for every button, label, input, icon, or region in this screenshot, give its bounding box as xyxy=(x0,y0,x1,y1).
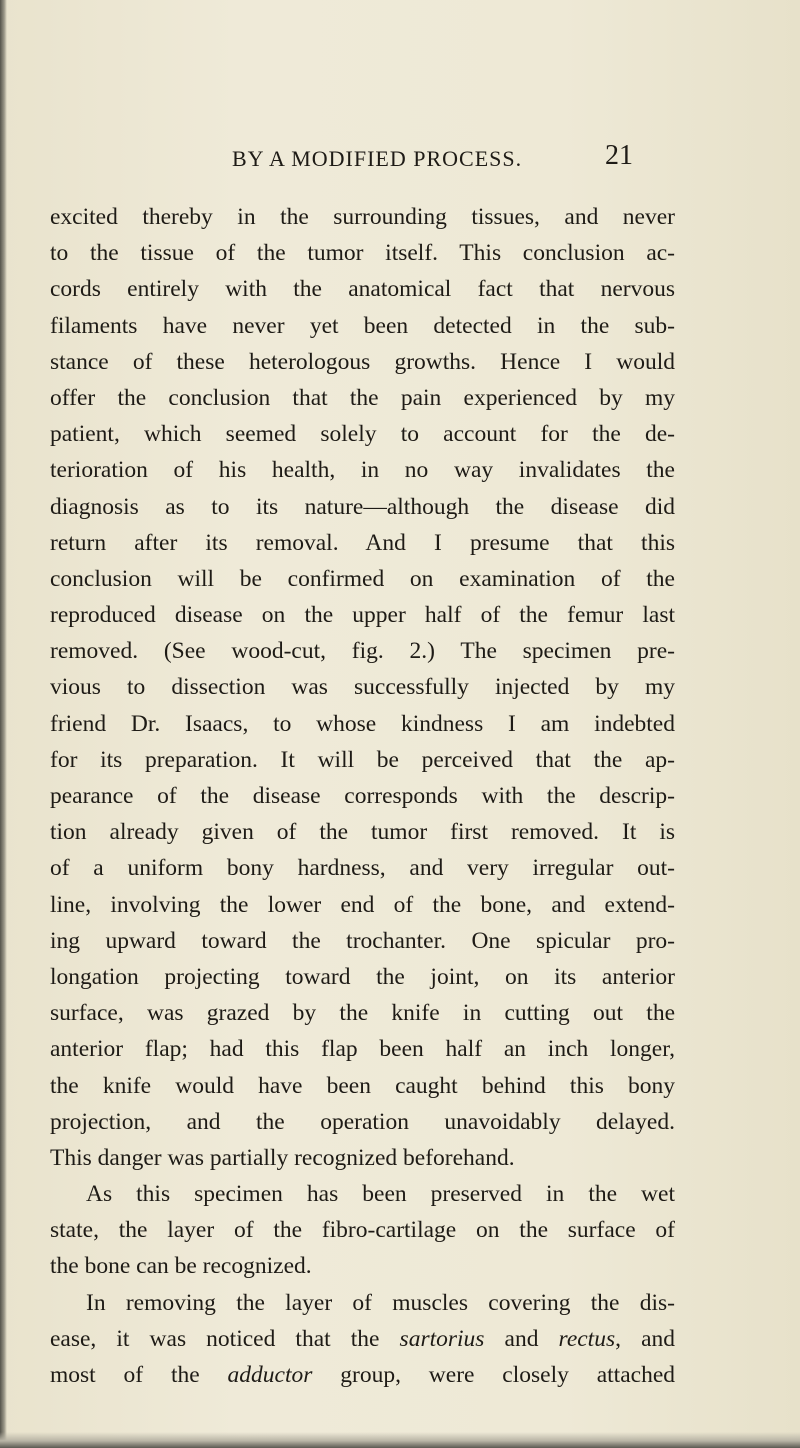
text-line: filaments have never yet been detected in the sub- xyxy=(50,312,675,339)
italic-term: rectus xyxy=(558,1325,616,1352)
running-head-title: BY A MODIFIED PROCESS. xyxy=(232,146,523,171)
text-line: excited thereby in the surrounding tissues, and never xyxy=(50,204,675,230)
text-line: This danger was partially recognized beforehand. xyxy=(50,1144,515,1171)
text-line: projection, and the operation unavoidably delayed. xyxy=(50,1108,675,1135)
text-line: As this specimen has been preserved in the wet xyxy=(86,1181,675,1208)
text-line: state, the layer of the fibro-cartilage on the surface of xyxy=(50,1217,675,1244)
text-segment: group, were closely attached xyxy=(312,1362,676,1388)
text-line: friend Dr. Isaacs, to whose kindness I am indebted xyxy=(50,710,675,737)
text-line: vious to dissection was successfully injected by my xyxy=(50,674,675,701)
text-line: tion already given of the tumor first removed. It is xyxy=(50,819,675,846)
text-line: offer the conclusion that the pain experienced by my xyxy=(50,384,675,411)
text-line: In removing the layer of muscles covering the dis- xyxy=(86,1289,675,1316)
text-line: removed. (See wood-cut, fig. 2.) The specimen pre- xyxy=(50,638,675,665)
text-line: cords entirely with the anatomical fact that nervous xyxy=(50,276,675,303)
text-line: ing upward toward the trochanter. One spicular pro- xyxy=(50,927,675,954)
text-line-mixed xyxy=(50,1357,675,1393)
text-line: for its preparation. It will be perceived that the ap- xyxy=(50,746,675,773)
body-text xyxy=(50,199,675,1393)
text-line: the bone can be recognized. xyxy=(50,1253,312,1280)
text-segment: , and xyxy=(615,1325,675,1352)
text-line: line, involving the lower end of the bone, and extend- xyxy=(50,891,675,918)
text-line: of a uniform bony hardness, and very irregular out- xyxy=(50,855,675,882)
text-line: longation projecting toward the joint, on its anterior xyxy=(50,963,675,990)
italic-term: adductor xyxy=(227,1362,313,1388)
text-line: diagnosis as to its nature—although the disease did xyxy=(50,493,675,520)
page-binding-edge xyxy=(0,0,7,1448)
text-line: patient, which seemed solely to account for the de- xyxy=(50,421,675,448)
text-segment: and xyxy=(484,1325,559,1352)
text-line: pearance of the disease corresponds with the descrip- xyxy=(50,783,675,809)
text-line: the knife would have been caught behind this bony xyxy=(50,1072,675,1099)
text-segment: most of the xyxy=(50,1362,200,1388)
text-line: surface, was grazed by the knife in cutting out the xyxy=(50,1000,675,1027)
text-line: to the tissue of the tumor itself. This conclusion ac- xyxy=(50,240,675,267)
text-line: reproduced disease on the upper half of the femur last xyxy=(50,602,675,629)
text-line: anterior flap; had this flap been half an inch longer, xyxy=(50,1036,675,1063)
text-line: conclusion will be confirmed on examination of the xyxy=(50,565,675,592)
text-line: terioration of his health, in no way invalidates the xyxy=(50,457,675,484)
italic-term: sartorius xyxy=(399,1325,485,1352)
text-line: return after its removal. And I presume that this xyxy=(50,529,675,556)
text-line: stance of these heterologous growths. Hence I would xyxy=(50,348,675,375)
running-head xyxy=(0,142,800,182)
page-bottom-edge xyxy=(0,1432,800,1448)
text-line-mixed xyxy=(50,1321,675,1357)
page-number: 21 xyxy=(605,140,633,171)
text-segment: ease, it was noticed that the xyxy=(50,1325,380,1352)
